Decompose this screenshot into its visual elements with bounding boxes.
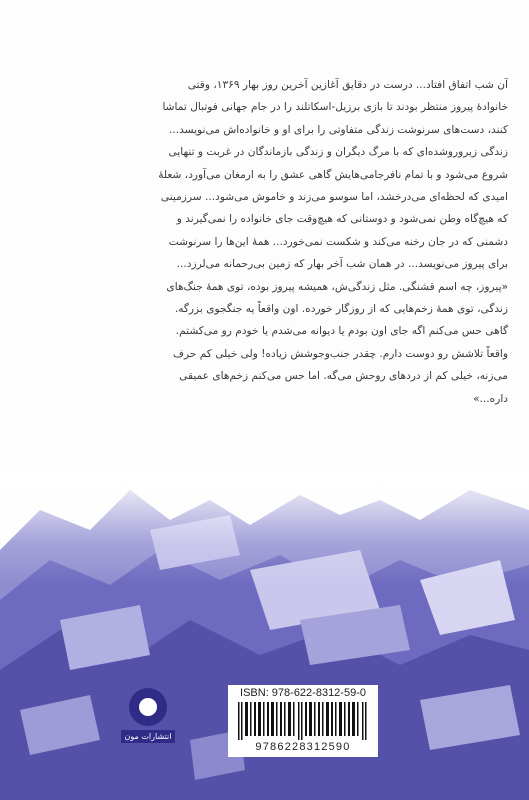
quote-line: زندگی، توی همهٔ زخم‌هایی که از روزگار خورده. اون واقعاً یه جنگجوی بزرگه. <box>174 303 508 316</box>
synopsis-line: دشمنی که در جان رخنه می‌کند و شکست نمی‌خورد... همهٔ این‌ها را سرنوشت <box>168 235 508 248</box>
synopsis-line: خانوادهٔ پیروز منتظر بودند تا بازی برزیل-اسکاتلند را در جام جهانی فوتبال تماشا <box>162 101 508 114</box>
synopsis-line: زندگی زیرورو‌شده‌ای که با مرگ دیگران و زندگی بازماندگان در غربت و تنهایی <box>168 146 508 159</box>
barcode-bars <box>236 702 370 740</box>
quote-line: داره...» <box>473 392 508 405</box>
synopsis-line: که هیچ‌گاه وطن نمی‌شود و دوستانی که هیچ‌وقت جای خانواده را نمی‌گیرند و <box>176 213 508 226</box>
quote-line: واقعاً تلاشش رو دوست دارم. چقدر جنب‌وجوشش زیاده! ولی خیلی کم حرف <box>173 347 508 360</box>
isbn-label: ISBN: 978-622-8312-59-0 <box>240 687 366 699</box>
synopsis-line: برای پیروز می‌نویسد... در همان شب آخر بهار که زمین بی‌رحمانه می‌لرزد... <box>176 258 508 271</box>
synopsis-text <box>24 74 508 410</box>
quote-line: می‌زنه، خیلی کم از دردهای روحش می‌گه. اما حس می‌کنم زخم‌های عمیقی <box>179 370 508 383</box>
quote-line: گاهی حس می‌کنم اگه جای اون بودم یا دیوانه می‌شدم یا خودم رو می‌کشتم. <box>175 325 508 338</box>
synopsis-line: امیدی که لحظه‌ای می‌درخشد، اما سوسو می‌زند و خاموش می‌شود... سرزمینی <box>160 191 508 204</box>
synopsis-line: شروع می‌شود و با تمام نافرجامی‌هایش گاهی عشق را به ارمغان می‌آورد، شعلهٔ <box>158 168 508 181</box>
publisher-name: انتشارات مون <box>121 730 176 743</box>
barcode-digits: 9786228312590 <box>255 741 351 753</box>
synopsis-line: کنند، دست‌های سرنوشت زندگی متفاوتی را برای او و خانواده‌اش می‌نویسد... <box>169 123 508 136</box>
quote-line: «پیروز، چه اسم قشنگی. مثل زندگی‌ش، همیشه پیروز بوده، توی همهٔ جنگ‌های <box>166 280 508 293</box>
ring-logo-icon <box>129 688 167 726</box>
barcode-panel <box>228 685 378 757</box>
publisher-logo <box>118 688 178 762</box>
synopsis-line: آن شب اتفاق افتاد... درست در دقایق آغازین آخرین روز بهار ۱۳۶۹، وقتی <box>187 79 508 91</box>
